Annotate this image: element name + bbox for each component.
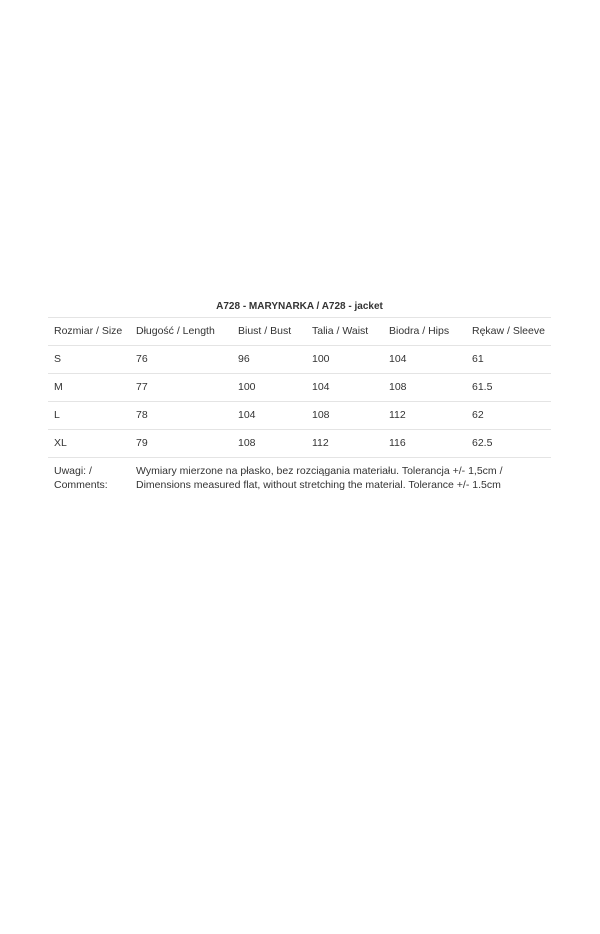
header-sleeve: Rękaw / Sleeve <box>472 325 545 337</box>
cell-size: M <box>54 381 63 393</box>
cell-bust: 96 <box>238 353 250 365</box>
header-bust: Biust / Bust <box>238 325 292 337</box>
table-title: A728 - MARYNARKA / A728 - jacket <box>48 297 551 318</box>
cell-hips: 116 <box>389 437 406 449</box>
table-row <box>48 402 551 430</box>
header-waist: Talia / Waist <box>312 325 369 337</box>
cell-sleeve: 61.5 <box>472 381 493 393</box>
comments-row <box>48 458 551 492</box>
cell-sleeve: 61 <box>472 353 484 365</box>
cell-waist: 108 <box>312 409 330 421</box>
cell-size: L <box>54 409 60 421</box>
comments-text <box>130 464 551 492</box>
header-length: Długość / Length <box>136 325 215 337</box>
cell-length: 77 <box>136 381 148 393</box>
table-row <box>48 430 551 458</box>
cell-sleeve: 62 <box>472 409 484 421</box>
cell-waist: 104 <box>312 381 330 393</box>
table-row <box>48 346 551 374</box>
cell-sleeve: 62.5 <box>472 437 493 449</box>
cell-hips: 112 <box>389 409 406 421</box>
cell-size: S <box>54 353 62 365</box>
header-hips: Biodra / Hips <box>389 325 450 337</box>
cell-size: XL <box>54 437 67 449</box>
cell-length: 79 <box>136 437 148 449</box>
comments-label-line: Comments: <box>54 479 108 491</box>
comments-label-line: Uwagi: / <box>54 465 92 477</box>
comments-text-line: Wymiary mierzone na płasko, bez rozciągania materiału. Tolerancja +/- 1,5cm / <box>136 465 503 477</box>
cell-hips: 108 <box>389 381 407 393</box>
comments-text-line: Dimensions measured flat, without stretching the material. Tolerance +/- 1.5cm <box>136 479 501 491</box>
comments-label <box>48 464 130 492</box>
header-size: Rozmiar / Size <box>54 325 123 337</box>
cell-length: 76 <box>136 353 148 365</box>
cell-waist: 112 <box>312 437 329 449</box>
cell-bust: 108 <box>238 437 256 449</box>
table-header-row <box>48 318 551 346</box>
cell-waist: 100 <box>312 353 330 365</box>
cell-hips: 104 <box>389 353 407 365</box>
table-row <box>48 374 551 402</box>
cell-bust: 104 <box>238 409 256 421</box>
cell-length: 78 <box>136 409 148 421</box>
cell-bust: 100 <box>238 381 256 393</box>
size-chart-table <box>48 297 551 492</box>
